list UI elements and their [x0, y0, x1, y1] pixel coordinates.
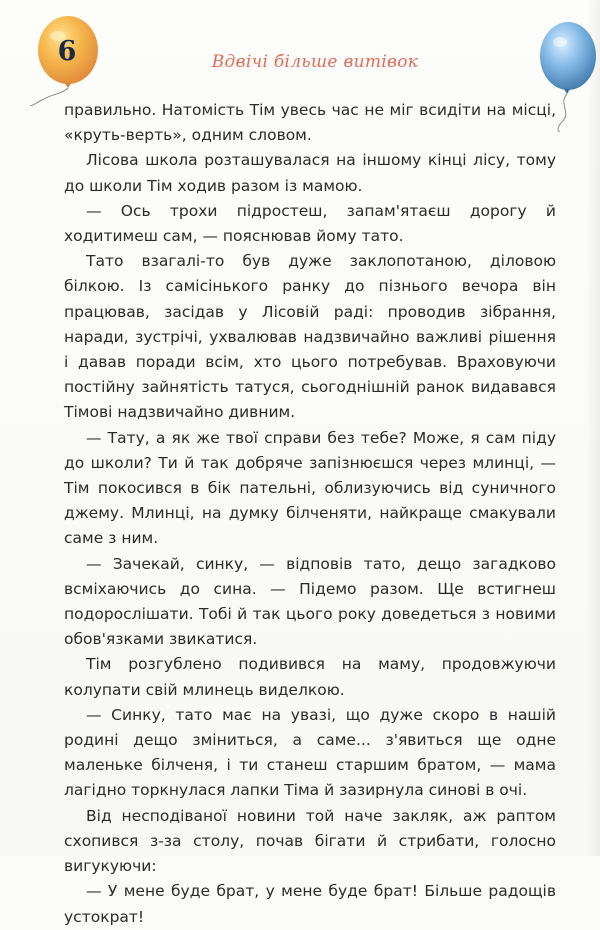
- paragraph: — Зачекай, синку, — відповів тато, дещо загадково всміхаючись до сина. — Підемо разом. Ще встигнеш подорослішати. Тобі й так цього року доведеться з новими обов'язками звикатися.: [64, 554, 556, 649]
- paragraph: правильно. Натомість Тім увесь час не міг всидіти на місці, «круть-верть», одним словом.: [64, 101, 556, 145]
- page-number: 6: [57, 36, 77, 67]
- paragraph: — У мене буде брат, у мене буде брат! Більше радощів устократ!: [64, 882, 556, 926]
- paragraph: Лісова школа розташувалася на іншому кінці лісу, тому до школи Тім ходив разом із мамою.: [64, 151, 556, 195]
- body-text: [64, 98, 556, 930]
- paragraph: Тато взагалі-то був дуже заклопотаною, діловою білкою. Із самісінького ранку до пізнього вечора він працював, засідав у Лісовій раді: проводив зібрання, наради, зустрічі, ухвалював надзвичайно важливі рішення і давав поради всім, хто цього потребував. Враховуючи постійну зайнятість татуся, сьогоднішній ранок видавався Тімові надзвичайно дивним.: [64, 252, 556, 422]
- paragraph: — Ось трохи підростеш, запам'ятаєш дорогу й ходитимеш сам, — пояснював йому тато.: [64, 201, 556, 246]
- paragraph: — Тату, а як же твої справи без тебе? Може, я сам піду до школи? Ти й так добряче запізнюєшся через млинці, — Тім покосився в бік пательні, облизуючись від суничного джему. Млинці, на думку білченяти, найкраще смакували саме з ним.: [64, 428, 556, 548]
- paragraph: Тім розгублено подивився на маму, продовжуючи колупати свій млинець виделкою.: [64, 655, 556, 699]
- running-title: Вдвічі більше витівок: [211, 52, 419, 72]
- paragraph: — Синку, тато має на увазі, що дуже скоро в нашій родині дещо зміниться, а саме... з'явиться ще одне маленьке білченя, і ти станеш старшим братом, — мама лагідно торкнулася лапки Тіма й зазирнула синові в очі.: [64, 705, 556, 800]
- paragraph: Від несподіваної новини той наче закляк, аж раптом схопився з-за столу, почав бігати й стрибати, голосно вигукуючи:: [64, 806, 556, 876]
